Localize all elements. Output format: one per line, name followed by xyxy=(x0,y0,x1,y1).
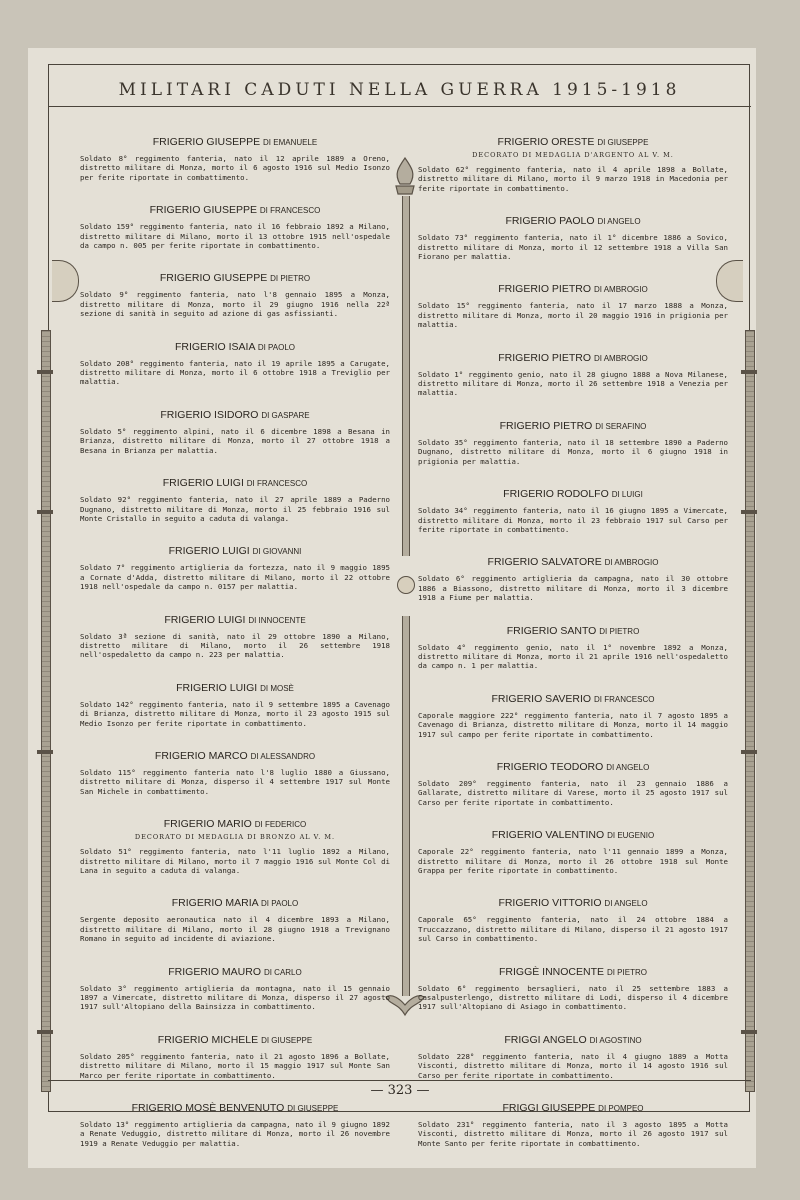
soldier-name-line xyxy=(418,420,728,432)
parent-name: DI PIETRO xyxy=(599,626,640,636)
parent-name: DI ANGELO xyxy=(606,762,650,772)
parent-name: DI AMBROGIO xyxy=(593,285,648,295)
soldier-entry xyxy=(418,556,728,602)
soldier-entry xyxy=(418,215,728,261)
soldier-record: Soldato 5° reggimento alpini, nato il 6 dicembre 1898 a Besana in Brianza, distretto militare di Monza, morto il 27 ottobre 1918 a Besana in Brianza per malattia. xyxy=(80,426,390,455)
soldier-entry xyxy=(80,750,390,796)
soldier-entry xyxy=(80,272,390,318)
soldier-name-line xyxy=(80,341,390,353)
soldier-record: Soldato 35° reggimento fanteria, nato il 18 settembre 1890 a Paderno Dugnano, distretto militare di Monza, morto il 6 giugno 1918 in prigionia per malattia. xyxy=(418,437,728,466)
soldier-record: Soldato 8° reggimento fanteria, nato il 12 aprile 1889 a Oreno, distretto militare di Monza, morto il 6 agosto 1916 sul Medio Isonzo per ferite riportate in combattimento. xyxy=(80,154,390,182)
soldier-name: FRIGERIO VITTORIO xyxy=(498,897,602,910)
soldier-name-line xyxy=(80,966,390,978)
parent-name: DI INNOCENTE xyxy=(248,615,306,625)
soldier-entry xyxy=(418,966,728,1012)
soldier-name: FRIGERIO LUIGI xyxy=(176,681,258,694)
parent-name: DI FRANCESCO xyxy=(594,694,655,704)
soldier-entry xyxy=(418,352,728,398)
soldier-record: Soldato 208° reggimento fanteria, nato il 19 aprile 1895 a Carugate, distretto militare di Monza, morto il 6 ottobre 1918 a Treviglio per malattia. xyxy=(80,358,390,387)
decoration-line: DECORATO DI MEDAGLIA DI BRONZO AL V. M. xyxy=(134,833,336,842)
soldier-name: FRIGERIO SAVERIO xyxy=(491,692,592,705)
soldier-record: Soldato 115° reggimento fanteria nato l'8 luglio 1880 a Giussano, distretto militare di Monza, disperso il 4 settembre 1917 sul Monte San Michele in combattimento. xyxy=(80,767,390,796)
soldier-record: Soldato 228° reggimento fanteria, nato il 4 giugno 1889 a Motta Visconti, distretto militare di Monza, morto il 14 agosto 1916 sul Carso per ferite riportate in combattimento. xyxy=(418,1051,728,1080)
parent-name: DI AMBROGIO xyxy=(604,558,659,568)
soldier-name-line xyxy=(418,215,728,227)
parent-name: DI FRANCESCO xyxy=(246,479,308,489)
soldier-name: FRIGERIO GIUSEPPE xyxy=(152,136,261,148)
soldier-entry xyxy=(418,420,728,466)
soldier-entry xyxy=(418,1102,728,1148)
soldier-name-line xyxy=(80,1034,390,1046)
soldier-name-line xyxy=(418,1034,728,1046)
soldier-name: FRIGERIO GIUSEPPE xyxy=(159,272,268,285)
soldier-record: Soldato 231° reggimento fanteria, nato il 3 agosto 1895 a Motta Visconti, distretto militare di Monza, morto il 26 agosto 1917 sul Monte Santo per ferite riportate in combattimento. xyxy=(418,1120,728,1148)
soldier-record: Caporale maggiore 222° reggimento fanteria, nato il 7 agosto 1895 a Cavenago di Brianza, distretto militare di Monza, morto il 14 maggio 1917 sul campo per ferite riportate in combattimento. xyxy=(418,710,728,739)
soldier-record: Soldato 73° reggimento fanteria, nato il 1° dicembre 1886 a Sovico, distretto militare di Monza, morto il 12 settembre 1918 a Villa San Fiorano per malattia. xyxy=(418,233,728,262)
soldier-record: Soldato 159° reggimento fanteria, nato il 16 febbraio 1892 a Milano, distretto militare di Milano, morto il 13 ottobre 1915 nell'ospedale da campo n. 005 per ferite riportate in combattimento. xyxy=(80,222,390,251)
decoration-line: DECORATO DI MEDAGLIA D'ARGENTO AL V. M. xyxy=(472,151,674,159)
soldier-name: FRIGGI GIUSEPPE xyxy=(502,1102,596,1115)
parent-name: DI LUIGI xyxy=(611,490,643,500)
soldier-name-line xyxy=(80,545,390,557)
soldier-entry xyxy=(80,897,390,943)
soldier-name-line xyxy=(80,1102,390,1114)
soldier-name-line xyxy=(418,761,728,773)
soldier-name: FRIGERIO MAURO xyxy=(168,965,262,978)
right-column xyxy=(418,136,728,1170)
soldier-record: Soldato 6° reggimento bersaglieri, nato il 25 settembre 1883 a Casalpusterlengo, distretto militare di Lodi, disperso il 4 dicembre 1917 sull'Altopiano di Asiago in combattimento. xyxy=(418,983,728,1012)
soldier-name: FRIGERIO GIUSEPPE xyxy=(149,204,257,217)
soldier-record: Soldato 51° reggimento fanteria, nato l'11 luglio 1892 a Milano, distretto militare di Milano, morto il 7 maggio 1916 sul Monte Col di Lana in seguito a caduta di valanga. xyxy=(80,847,390,875)
rosette-icon xyxy=(397,576,415,594)
soldier-name: FRIGERIO PAOLO xyxy=(505,215,595,228)
soldier-name-line xyxy=(80,818,390,830)
parent-name: DI PIETRO xyxy=(270,274,311,284)
parent-name: DI FRANCESCO xyxy=(259,206,321,216)
soldier-record: Soldato 15° reggimento fanteria, nato il 17 marzo 1888 a Monza, distretto militare di Monza, morto il 20 maggio 1916 in prigionia per malattia. xyxy=(418,301,728,330)
parent-name: DI MOSÈ xyxy=(260,683,294,693)
soldier-entry xyxy=(80,204,390,250)
parent-name: DI PIETRO xyxy=(606,967,647,977)
flame-icon xyxy=(390,156,420,196)
soldier-record: Caporale 22° reggimento fanteria, nato l'11 gennaio 1899 a Monza, distretto militare di Monza, morto il 26 ottobre 1918 sul Monte Grappa per ferite riportate in combattimento. xyxy=(418,847,728,875)
soldier-name: FRIGERIO MOSÈ BENVENUTO xyxy=(131,1102,285,1115)
soldier-name-line xyxy=(418,625,728,637)
fasces-left-ornament xyxy=(38,330,52,1090)
soldier-entry xyxy=(80,545,390,591)
soldier-name: FRIGERIO MARCO xyxy=(154,749,248,762)
soldier-name: FRIGERIO SALVATORE xyxy=(487,556,602,569)
torch-staff-lower xyxy=(402,616,410,996)
soldier-record: Soldato 3ª sezione di sanità, nato il 29 ottobre 1890 a Milano, distretto militare di Milano, morto il 26 settembre 1918 nell'ospedaletto da campo n. 223 per malattia. xyxy=(80,631,390,660)
soldier-record: Soldato 1° reggimento genio, nato il 28 giugno 1888 a Nova Milanese, distretto militare di Monza, morto il 26 settembre 1918 a Venezia per malattia. xyxy=(418,369,728,398)
soldier-entry xyxy=(80,341,390,387)
soldier-name: FRIGERIO PIETRO xyxy=(498,283,592,296)
soldier-name-line xyxy=(418,283,728,295)
central-torch-ornament xyxy=(394,156,416,1026)
soldier-entry xyxy=(80,477,390,523)
soldier-record: Caporale 65° reggimento fanteria, nato il 24 ottobre 1884 a Truccazzano, distretto militare di Milano, disperso il 21 agosto 1917 sul Carso in combattimento. xyxy=(418,915,728,944)
soldier-entry xyxy=(80,409,390,455)
soldier-name: FRIGGÈ INNOCENTE xyxy=(499,965,605,978)
page-number: — 323 — xyxy=(370,1083,430,1098)
parent-name: DI EUGENIO xyxy=(607,831,655,841)
soldier-name-line xyxy=(80,136,390,148)
soldier-record: Soldato 34° reggimento fanteria, nato il 16 giugno 1895 a Vimercate, distretto militare di Monza, morto il 23 febbraio 1917 sul Carso per ferite riportate in combattimento. xyxy=(418,506,728,534)
soldier-entry xyxy=(80,1034,390,1080)
soldier-record: Soldato 209° reggimento fanteria, nato il 23 gennaio 1886 a Gallarate, distretto militare di Varese, morto il 25 agosto 1917 sul Carso per ferite riportate in combattimento. xyxy=(418,778,728,807)
soldier-name-line xyxy=(80,897,390,909)
soldier-name-line xyxy=(80,477,390,489)
soldier-entry xyxy=(80,966,390,1012)
soldier-name-line xyxy=(80,614,390,626)
soldier-record: Soldato 62° reggimento fanteria, nato il 4 aprile 1898 a Bollate, distretto militare di Milano, morto il 9 marzo 1918 in Macedonia per ferite riportate in combattimento. xyxy=(418,165,728,193)
soldier-name: FRIGERIO MICHELE xyxy=(157,1033,259,1046)
soldier-record: Soldato 6° reggimento artiglieria da campagna, nato il 30 ottobre 1886 a Biassono, distretto militare di Monza, morto il 3 dicembre 1918 a Fiume per malattia. xyxy=(418,574,728,603)
soldier-name: FRIGERIO PIETRO xyxy=(498,351,592,364)
soldier-name: FRIGERIO LUIGI xyxy=(162,477,244,490)
page-title: MILITARI CADUTI NELLA GUERRA 1915-1918 xyxy=(118,80,681,100)
soldier-entry xyxy=(418,625,728,671)
soldier-record: Soldato 4° reggimento genio, nato il 1° novembre 1892 a Monza, distretto militare di Monza, morto il 21 aprile 1916 nell'ospedaletto da campo n. 1 per malattia. xyxy=(418,642,728,671)
soldier-entry xyxy=(418,761,728,807)
soldier-name-line xyxy=(418,352,728,364)
soldier-name-line xyxy=(418,556,728,568)
left-column xyxy=(80,136,390,1170)
torch-staff-upper xyxy=(402,196,410,556)
soldier-name: FRIGERIO MARIO xyxy=(163,818,252,831)
soldier-name-line xyxy=(418,136,728,148)
soldier-name: FRIGERIO ISIDORO xyxy=(160,408,259,421)
soldier-name: FRIGERIO RODOLFO xyxy=(503,488,609,501)
parent-name: DI POMPEO xyxy=(598,1104,644,1114)
soldier-name-line xyxy=(418,1102,728,1114)
soldier-record: Soldato 3° reggimento artiglieria da montagna, nato il 15 gennaio 1897 a Vimercate, distretto militare di Monza, disperso il 27 agosto 1917 sull'Altopiano della Bainsizza in combattimento. xyxy=(80,983,390,1012)
soldier-name-line xyxy=(80,272,390,284)
soldier-name: FRIGERIO SANTO xyxy=(506,624,597,637)
soldier-entry xyxy=(80,818,390,875)
parent-name: DI AMBROGIO xyxy=(593,353,648,363)
soldier-name: FRIGERIO ISAIA xyxy=(174,340,255,353)
soldier-entry xyxy=(418,136,728,193)
soldier-entry xyxy=(418,1034,728,1080)
parent-name: DI PAOLO xyxy=(261,899,299,909)
soldier-entry xyxy=(80,614,390,660)
soldier-record: Soldato 205° reggimento fanteria, nato il 21 agosto 1896 a Bollate, distretto militare di Milano, morto il 15 maggio 1917 sul Monte San Marco per ferite riportate in combattimento. xyxy=(80,1051,390,1080)
parent-name: DI AGOSTINO xyxy=(589,1035,642,1045)
soldier-entry xyxy=(418,693,728,739)
soldier-record: Soldato 142° reggimento fanteria, nato il 9 settembre 1895 a Cavenago di Brianza, distretto militare di Monza, morto il 23 agosto 1915 sul Medio Isonzo per ferite riportate in combattimento. xyxy=(80,699,390,728)
parent-name: DI CARLO xyxy=(263,967,302,977)
parent-name: DI ANGELO xyxy=(604,899,648,909)
soldier-record: Soldato 9° reggimento fanteria, nato l'8 gennaio 1895 a Monza, distretto militare di Monza, morto il 29 giugno 1916 nella 22ª sezione di sanità in seguito ad azione di gas asfissianti. xyxy=(80,290,390,319)
soldier-name: FRIGERIO TEODORO xyxy=(496,760,604,773)
parent-name: DI GIUSEPPE xyxy=(597,138,649,147)
soldier-name: FRIGERIO MARIA xyxy=(171,897,259,910)
parent-name: DI GIOVANNI xyxy=(252,547,302,557)
parent-name: DI FEDERICO xyxy=(254,820,307,830)
soldier-name-line xyxy=(80,750,390,762)
bottom-rule xyxy=(48,1080,751,1081)
soldier-entry xyxy=(80,1102,390,1148)
soldier-entry xyxy=(418,488,728,534)
soldier-name-line xyxy=(418,488,728,500)
soldier-name-line xyxy=(80,682,390,694)
soldier-name-line xyxy=(80,409,390,421)
parent-name: DI EMANUELE xyxy=(263,138,318,147)
soldier-record: Soldato 92° reggimento fanteria, nato il 27 aprile 1889 a Paderno Dugnano, distretto militare di Monza, morto il 25 febbraio 1916 sul Monte Cristallo in seguito a caduta di valanga. xyxy=(80,495,390,523)
parent-name: DI GASPARE xyxy=(261,410,310,420)
parent-name: DI GIUSEPPE xyxy=(261,1035,313,1045)
soldier-entry xyxy=(418,283,728,329)
soldier-name-line xyxy=(418,966,728,978)
parent-name: DI ANGELO xyxy=(597,217,641,227)
soldier-record: Sergente deposito aeronautica nato il 4 dicembre 1893 a Milano, distretto militare di Milano, morto il 28 giugno 1918 a Trevignano Romano in seguito ad incidente di aviazione. xyxy=(80,915,390,944)
soldier-name-line xyxy=(418,897,728,909)
soldier-record: Soldato 7° reggimento artiglieria da fortezza, nato il 9 maggio 1895 a Cornate d'Adda, distretto militare di Milano, morto il 22 ottobre 1918 nell'ospedale da campo n. 0157 per malattia. xyxy=(80,563,390,592)
title-rule xyxy=(48,106,751,107)
soldier-name: FRIGERIO ORESTE xyxy=(497,136,595,148)
soldier-name: FRIGERIO PIETRO xyxy=(499,419,593,432)
soldier-name-line xyxy=(418,829,728,841)
soldier-entry xyxy=(80,682,390,728)
soldier-name: FRIGERIO LUIGI xyxy=(168,545,250,558)
soldier-name: FRIGERIO VALENTINO xyxy=(491,829,605,842)
parent-name: DI GIUSEPPE xyxy=(287,1104,339,1114)
soldier-name: FRIGERIO LUIGI xyxy=(164,613,246,626)
soldier-entry xyxy=(80,136,390,182)
parent-name: DI PAOLO xyxy=(257,342,296,352)
soldier-entry xyxy=(418,829,728,875)
parent-name: DI SERAFINO xyxy=(595,421,647,431)
parent-name: DI ALESSANDRO xyxy=(250,751,316,761)
fasces-right-ornament xyxy=(742,330,756,1090)
soldier-name-line xyxy=(80,204,390,216)
soldier-name: FRIGGI ANGELO xyxy=(504,1033,587,1046)
soldier-record: Soldato 13° reggimento artiglieria da campagna, nato il 9 giugno 1892 a Renate Veduggio, distretto militare di Monza, morto il 26 novembre 1919 a Renate Veduggio per malattia. xyxy=(80,1120,390,1148)
soldier-name-line xyxy=(418,693,728,705)
soldier-entry xyxy=(418,897,728,943)
